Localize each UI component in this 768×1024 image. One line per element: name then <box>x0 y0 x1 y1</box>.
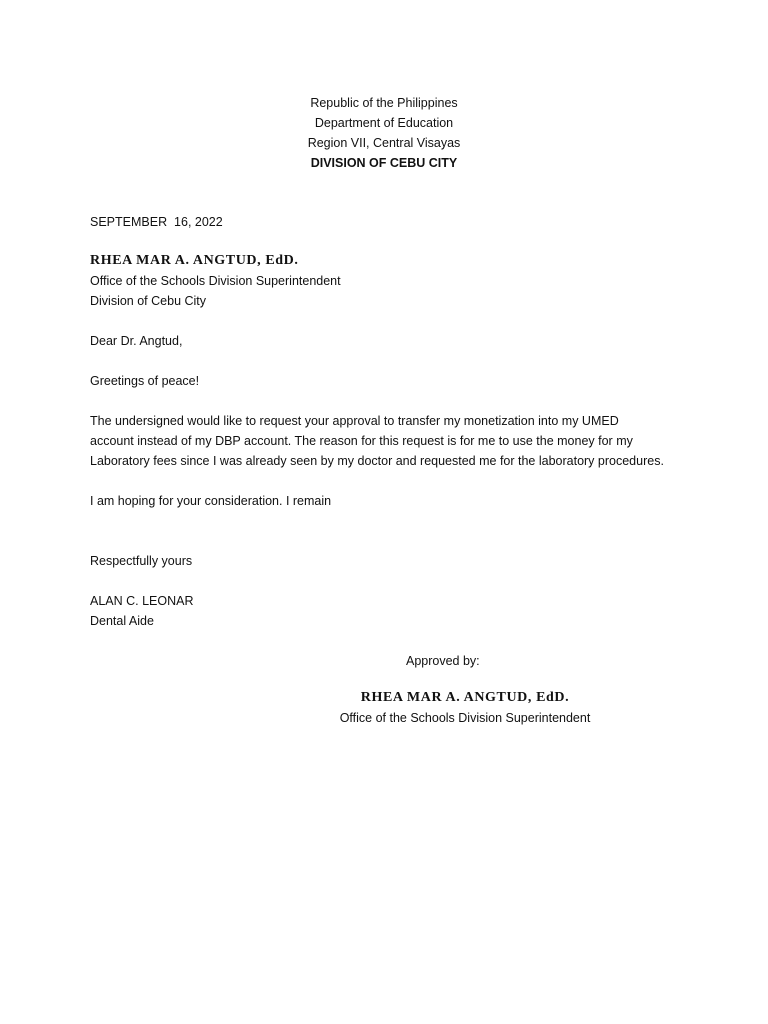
body-line: Laboratory fees since I was already seen by my doctor and requested me for the laboratory procedures. <box>90 454 664 468</box>
approved-by-label: Approved by: <box>406 654 480 668</box>
letterhead-department: Department of Education <box>314 116 454 130</box>
sender-position: Dental Aide <box>90 614 154 628</box>
body-paragraph <box>90 411 690 471</box>
recipient-office: Office of the Schools Division Superintendent <box>90 274 341 288</box>
salutation: Dear Dr. Angtud, <box>90 334 183 348</box>
recipient-name: RHEA MAR A. ANGTUD, EdD. <box>90 253 299 268</box>
approver-office: Office of the Schools Division Superintendent <box>339 711 591 725</box>
letterhead-region: Region VII, Central Visayas <box>307 136 461 150</box>
letterhead-division: DIVISION OF CEBU CITY <box>310 156 458 170</box>
complimentary-close: Respectfully yours <box>90 554 193 568</box>
greeting: Greetings of peace! <box>90 374 200 388</box>
letterhead-republic: Republic of the Philippines <box>310 96 458 110</box>
closing-line: I am hoping for your consideration. I remain <box>90 494 332 508</box>
sender-name: ALAN C. LEONAR <box>90 594 194 608</box>
recipient-division: Division of Cebu City <box>90 294 207 308</box>
body-line: account instead of my DBP account. The reason for this request is for me to use the money for my <box>90 434 633 448</box>
approver-block <box>300 688 630 728</box>
body-line: The undersigned would like to request your approval to transfer my monetization into my UMED <box>90 414 619 428</box>
letter-date: SEPTEMBER 16, 2022 <box>90 215 223 229</box>
approver-name: RHEA MAR A. ANGTUD, EdD. <box>360 690 570 705</box>
letterhead <box>0 93 768 173</box>
